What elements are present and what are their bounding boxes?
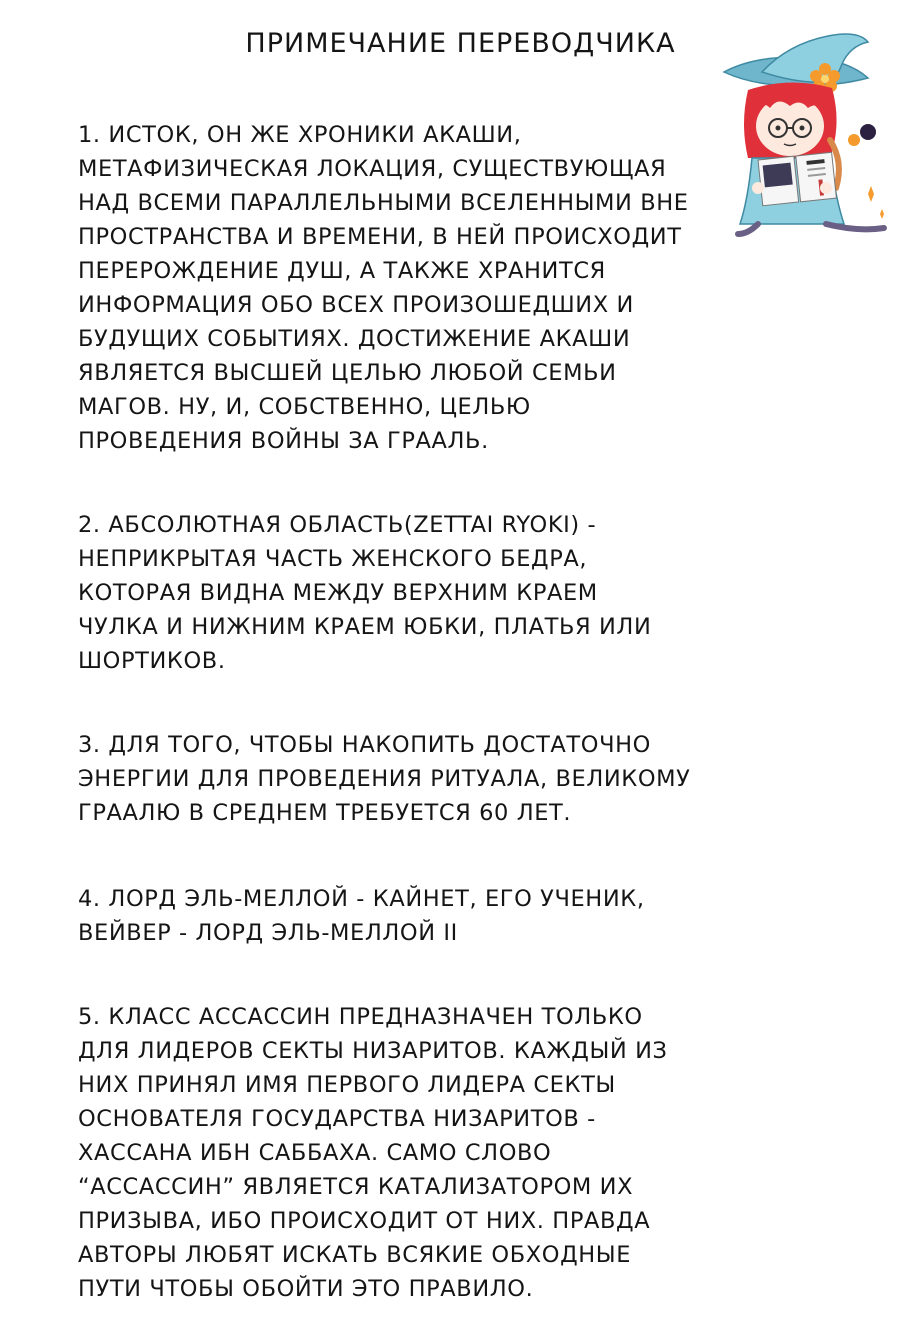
note-line: ЯВЛЯЕТСЯ ВЫСШЕЙ ЦЕЛЬЮ ЛЮБОЙ СЕМЬИ xyxy=(78,360,617,386)
chibi-witch-reading-icon xyxy=(718,28,898,238)
note-line: ПУТИ ЧТОБЫ ОБОЙТИ ЭТО ПРАВИЛО. xyxy=(78,1276,534,1302)
note-line: 5. КЛАСС АССАССИН ПРЕДНАЗНАЧЕН ТОЛЬКО xyxy=(78,1004,643,1030)
note-line: 4. ЛОРД ЭЛЬ-МЕЛЛОЙ - КАЙНЕТ, ЕГО УЧЕНИК, xyxy=(78,886,645,912)
note-line: НИХ ПРИНЯЛ ИМЯ ПЕРВОГО ЛИДЕРА СЕКТЫ xyxy=(78,1072,616,1098)
note-line: НЕПРИКРЫТАЯ ЧАСТЬ ЖЕНСКОГО БЕДРА, xyxy=(78,546,588,572)
note-line: БУДУЩИХ СОБЫТИЯХ. ДОСТИЖЕНИЕ АКАШИ xyxy=(78,326,631,352)
note-line: ГРААЛЮ В СРЕДНЕМ ТРЕБУЕТСЯ 60 ЛЕТ. xyxy=(78,800,572,826)
note-line: АВТОРЫ ЛЮБЯТ ИСКАТЬ ВСЯКИЕ ОБХОДНЫЕ xyxy=(78,1242,632,1268)
note-line: ПРИЗЫВА, ИБО ПРОИСХОДИТ ОТ НИХ. ПРАВДА xyxy=(78,1208,651,1234)
note-line: 1. ИСТОК, ОН ЖЕ ХРОНИКИ АКАШИ, xyxy=(78,122,522,148)
note-line: ДЛЯ ЛИДЕРОВ СЕКТЫ НИЗАРИТОВ. КАЖДЫЙ ИЗ xyxy=(78,1038,668,1064)
note-line: 3. ДЛЯ ТОГО, ЧТОБЫ НАКОПИТЬ ДОСТАТОЧНО xyxy=(78,732,651,758)
note-line: ПРОВЕДЕНИЯ ВОЙНЫ ЗА ГРААЛЬ. xyxy=(78,428,489,454)
note-1 xyxy=(78,118,738,458)
note-line: ШОРТИКОВ. xyxy=(78,648,226,674)
note-line: ЭНЕРГИИ ДЛЯ ПРОВЕДЕНИЯ РИТУАЛА, ВЕЛИКОМУ xyxy=(78,766,691,792)
note-3 xyxy=(78,728,738,830)
note-line: ЧУЛКА И НИЖНИМ КРАЕМ ЮБКИ, ПЛАТЬЯ ИЛИ xyxy=(78,614,652,640)
note-line: 2. АБСОЛЮТНАЯ ОБЛАСТЬ(ZETTAI RYOKI) - xyxy=(78,512,597,538)
note-line: ПЕРЕРОЖДЕНИЕ ДУШ, А ТАКЖЕ ХРАНИТСЯ xyxy=(78,258,606,284)
page-title: ПРИМЕЧАНИЕ ПЕРЕВОДЧИКА xyxy=(245,28,676,59)
note-line: НАД ВСЕМИ ПАРАЛЛЕЛЬНЫМИ ВСЕЛЕННЫМИ ВНЕ xyxy=(78,190,689,216)
note-line: МАГОВ. НУ, И, СОБСТВЕННО, ЦЕЛЬЮ xyxy=(78,394,531,420)
note-line: ИНФОРМАЦИЯ ОБО ВСЕХ ПРОИЗОШЕДШИХ И xyxy=(78,292,634,318)
note-4 xyxy=(78,882,738,950)
note-line: ПРОСТРАНСТВА И ВРЕМЕНИ, В НЕЙ ПРОИСХОДИТ xyxy=(78,224,682,250)
note-line: КОТОРАЯ ВИДНА МЕЖДУ ВЕРХНИМ КРАЕМ xyxy=(78,580,598,606)
notes-list xyxy=(78,118,738,1340)
note-line: МЕТАФИЗИЧЕСКАЯ ЛОКАЦИЯ, СУЩЕСТВУЮЩАЯ xyxy=(78,156,667,182)
note-line: ОСНОВАТЕЛЯ ГОСУДАРСТВА НИЗАРИТОВ - xyxy=(78,1106,596,1132)
note-5 xyxy=(78,1000,738,1306)
note-2 xyxy=(78,508,738,678)
note-line: ХАССАНА ИБН САББАХА. САМО СЛОВО xyxy=(78,1140,552,1166)
note-line: ВЕЙВЕР - ЛОРД ЭЛЬ-МЕЛЛОЙ II xyxy=(78,920,458,946)
note-line: “АССАССИН” ЯВЛЯЕТСЯ КАТАЛИЗАТОРОМ ИХ xyxy=(78,1174,634,1200)
